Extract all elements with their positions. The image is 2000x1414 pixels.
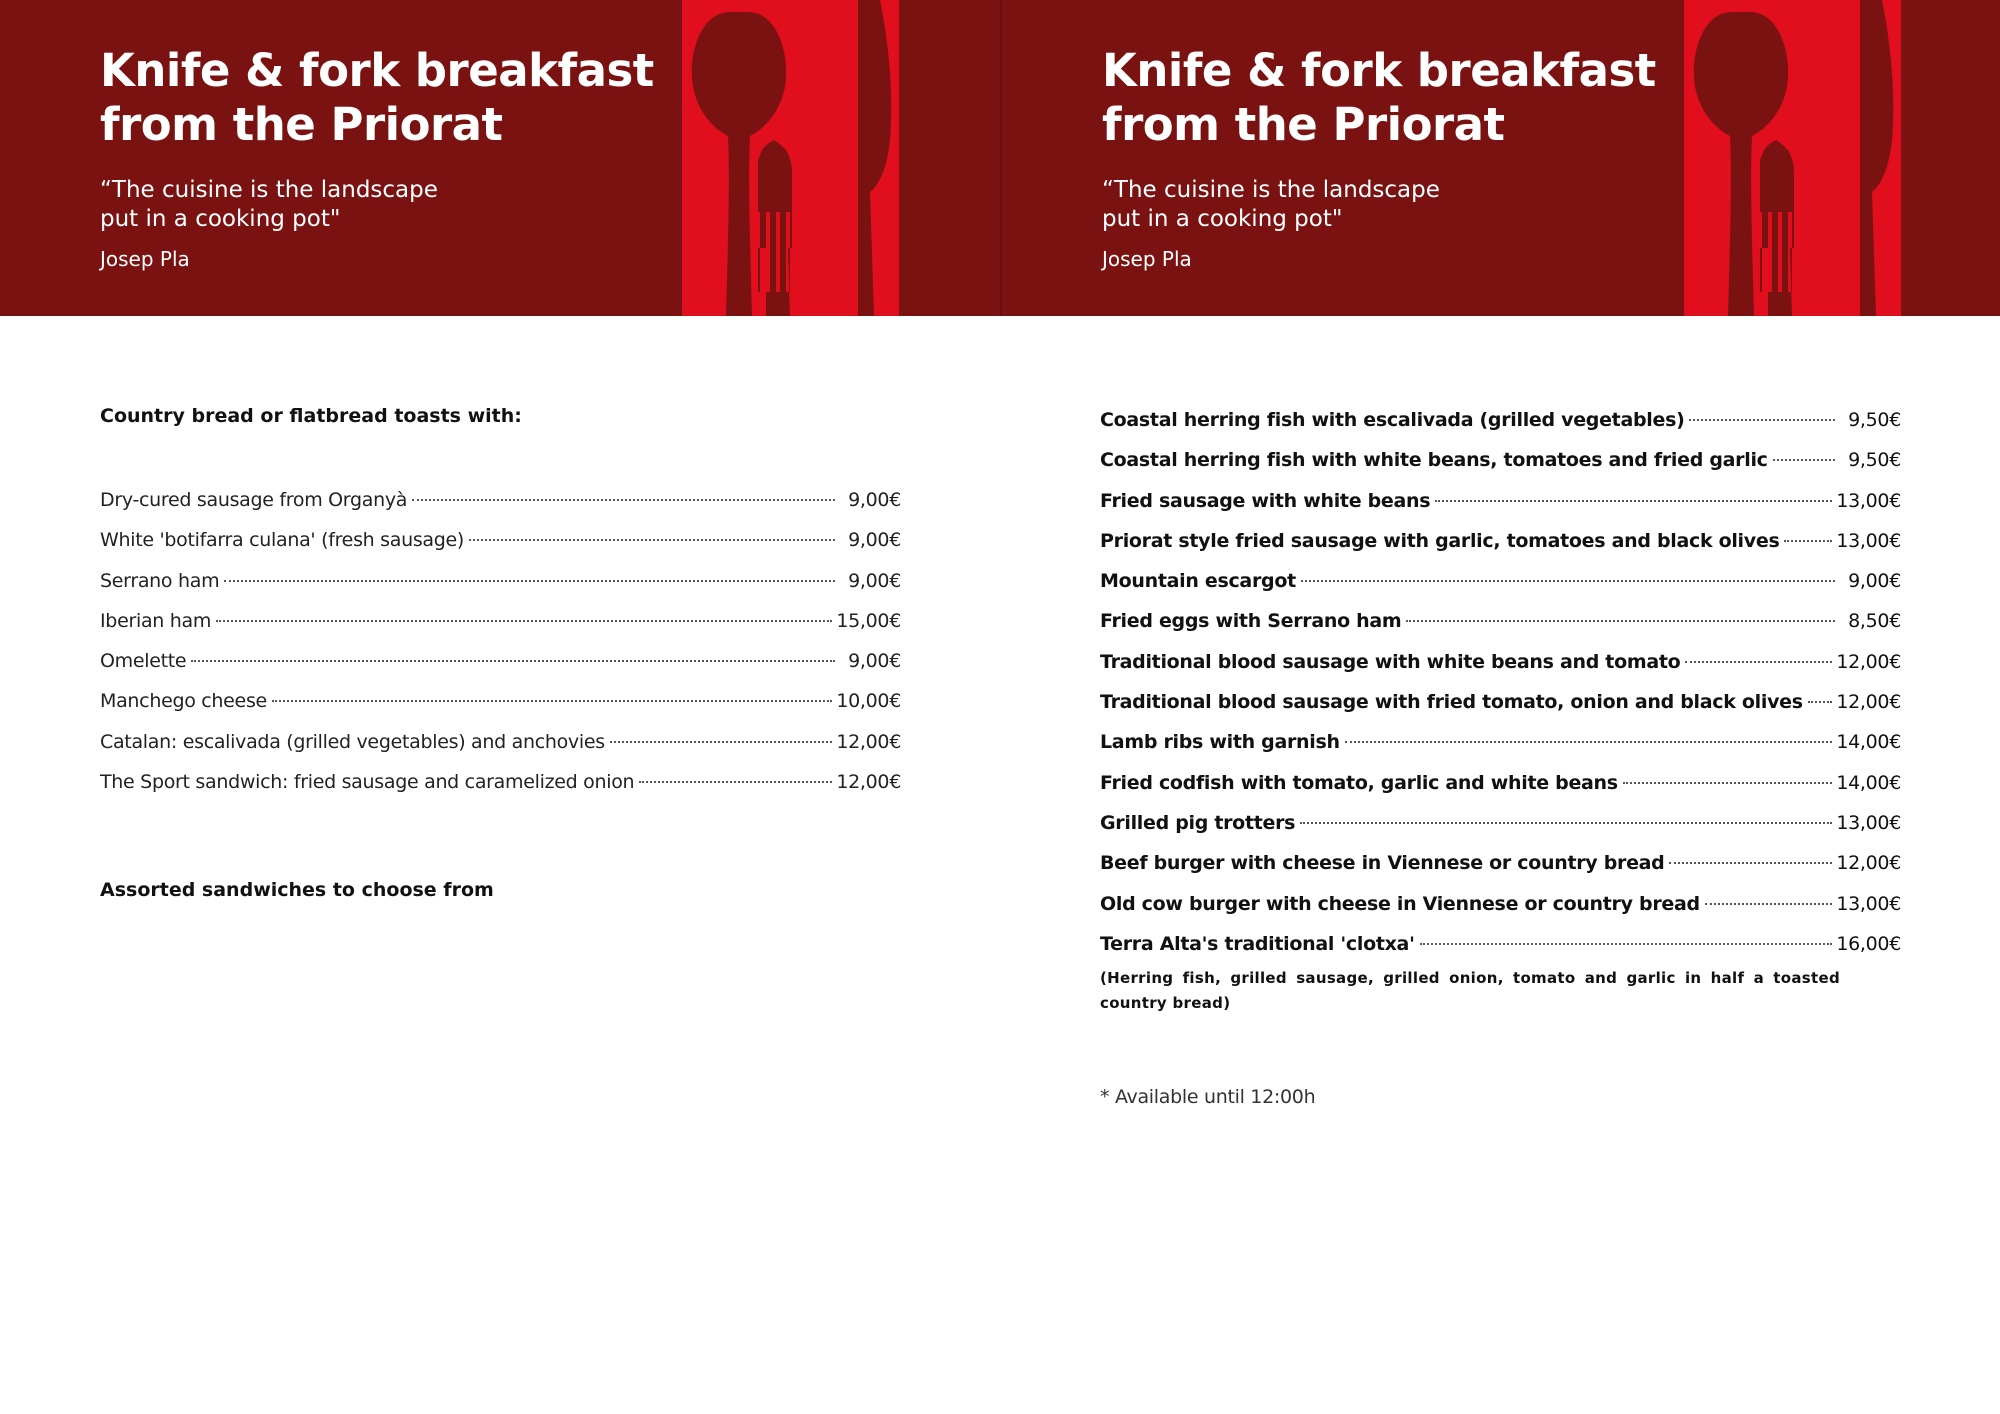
dot-leader (1784, 540, 1832, 542)
menu-item-name: White 'botifarra culana' (fresh sausage) (100, 529, 465, 552)
menu-item (100, 520, 901, 560)
menu-item-name: Coastal herring fish with escalivada (grilled vegetables) (1100, 409, 1685, 431)
menu-item-name: The Sport sandwich: fried sausage and caramelized onion (100, 771, 635, 794)
menu-item-name: Manchego cheese (100, 690, 267, 713)
menu-item-name: Serrano ham (100, 569, 220, 592)
menu-item (1100, 400, 1901, 440)
menu-item-price: 12,00€ (836, 730, 901, 753)
section-heading-sandwiches: Assorted sandwiches to choose from (100, 879, 494, 902)
menu-item (1100, 803, 1901, 843)
dot-leader (1808, 701, 1833, 703)
menu-list-dishes (1100, 400, 1901, 964)
dot-leader (1773, 459, 1835, 461)
menu-item (1100, 601, 1901, 641)
knife-icon (854, 0, 891, 316)
menu-item-price: 9,00€ (1848, 570, 1901, 593)
menu-item-price: 12,00€ (1836, 650, 1901, 673)
menu-item (1100, 642, 1901, 682)
menu-item-price: 9,00€ (848, 529, 901, 552)
dot-leader (224, 580, 835, 582)
utensils-panel-right (1684, 0, 1901, 316)
menu-item (1100, 722, 1901, 762)
menu-item (100, 561, 901, 601)
cutlery-illustration (682, 0, 899, 316)
menu-column-right (1100, 400, 1901, 1108)
fork-icon (758, 140, 792, 316)
menu-item (1100, 763, 1901, 803)
menu-item-price: 9,00€ (848, 489, 901, 511)
dot-leader (1435, 500, 1832, 502)
menu-item-name: Priorat style fried sausage with garlic, tomatoes and black olives (1100, 529, 1780, 552)
menu-item-price: 13,00€ (1836, 892, 1901, 915)
menu-item-price: 12,00€ (1836, 691, 1901, 714)
header-banner-right (1000, 0, 2000, 316)
menu-column-left (100, 400, 901, 906)
menu-item-price: 14,00€ (1836, 771, 1901, 794)
menu-item-price: 15,00€ (836, 609, 901, 632)
dot-leader (1669, 862, 1832, 864)
dot-leader (1345, 741, 1833, 743)
menu-item (1100, 521, 1901, 561)
menu-item-name: Mountain escargot (1100, 570, 1296, 593)
menu-item-name: Grilled pig trotters (1100, 811, 1296, 834)
dot-leader (1689, 419, 1835, 421)
quote-author-right: Josep Pla (1102, 247, 1192, 271)
availability-note: * Available until 12:00h (1100, 1086, 1316, 1109)
dot-leader (216, 620, 832, 622)
section-heading-toasts: Country bread or flatbread toasts with: (100, 405, 522, 427)
cutlery-illustration-right (1684, 0, 1901, 316)
knife-icon (1856, 0, 1893, 316)
menu-item-price: 13,00€ (1836, 489, 1901, 512)
menu-item (100, 681, 901, 721)
utensils-panel (682, 0, 899, 316)
dot-leader (469, 539, 835, 541)
menu-item-name: Traditional blood sausage with white beans and tomato (1100, 650, 1681, 673)
dot-leader (1301, 580, 1835, 582)
menu-item-name: Terra Alta's traditional 'clotxa' (1100, 932, 1415, 955)
menu-item-price: 13,00€ (1836, 811, 1901, 834)
menu-item-price: 12,00€ (1836, 852, 1901, 875)
menu-item-name: Dry-cured sausage from Organyà (100, 489, 408, 511)
menu-item-name: Fried codfish with tomato, garlic and white beans (1100, 771, 1618, 794)
menu-item (1100, 884, 1901, 924)
page-title: Knife & fork breakfast from the Priorat (100, 44, 654, 151)
menu-item-name: Omelette (100, 650, 187, 673)
quote-author: Josep Pla (100, 247, 190, 271)
menu-item (1100, 561, 1901, 601)
menu-item-name: Old cow burger with cheese in Viennese or country bread (1100, 892, 1700, 915)
menu-item-name: Beef burger with cheese in Viennese or country bread (1100, 852, 1665, 875)
menu-item-name: Traditional blood sausage with fried tomato, onion and black olives (1100, 691, 1803, 714)
menu-item (100, 641, 901, 681)
fork-icon (1760, 140, 1794, 316)
menu-item (100, 762, 901, 802)
header-banner-left (0, 0, 1000, 316)
menu-item-name: Fried eggs with Serrano ham (1100, 610, 1402, 633)
menu-item (100, 480, 901, 520)
dot-leader (639, 781, 832, 783)
menu-item-price: 9,00€ (848, 650, 901, 673)
menu-item-price: 9,50€ (1848, 409, 1901, 431)
menu-item (100, 601, 901, 641)
menu-item (1100, 843, 1901, 883)
menu-item-name: Fried sausage with white beans (1100, 489, 1431, 512)
menu-item-price: 9,50€ (1848, 449, 1901, 472)
header-quote: “The cuisine is the landscape put in a cooking pot" (100, 177, 438, 232)
menu-item-price: 12,00€ (836, 771, 901, 794)
dot-leader (191, 660, 835, 662)
dot-leader (412, 499, 835, 501)
menu-item-price: 9,00€ (848, 569, 901, 592)
menu-item (1100, 440, 1901, 480)
menu-item-name: Coastal herring fish with white beans, tomatoes and fried garlic (1100, 449, 1768, 472)
dot-leader (1623, 782, 1833, 784)
menu-item (1100, 924, 1901, 964)
menu-list-toasts (100, 480, 901, 802)
menu-item-name: Lamb ribs with garnish (1100, 731, 1340, 754)
menu-item (1100, 481, 1901, 521)
menu-item (100, 722, 901, 762)
dot-leader (1705, 903, 1833, 905)
dot-leader (610, 741, 832, 743)
dot-leader (1420, 943, 1833, 945)
menu-item-price: 16,00€ (1836, 932, 1901, 955)
dot-leader (1406, 620, 1835, 622)
header-quote-right: “The cuisine is the landscape put in a cooking pot" (1102, 177, 1440, 232)
dot-leader (1300, 822, 1832, 824)
menu-item-price: 13,00€ (1836, 529, 1901, 552)
menu-item-price: 14,00€ (1836, 731, 1901, 754)
menu-item-name: Catalan: escalivada (grilled vegetables) and anchovies (100, 730, 605, 753)
menu-item (1100, 682, 1901, 722)
menu-item-name: Iberian ham (100, 609, 212, 632)
dot-leader (272, 700, 832, 702)
page-title-right: Knife & fork breakfast from the Priorat (1102, 44, 1656, 151)
clotxa-description: (Herring fish, grilled sausage, grilled onion, tomato and garlic in half a toasted country bread) (1100, 969, 1840, 1013)
dot-leader (1685, 661, 1832, 663)
menu-item-price: 8,50€ (1848, 610, 1901, 633)
menu-item-price: 10,00€ (836, 690, 901, 713)
